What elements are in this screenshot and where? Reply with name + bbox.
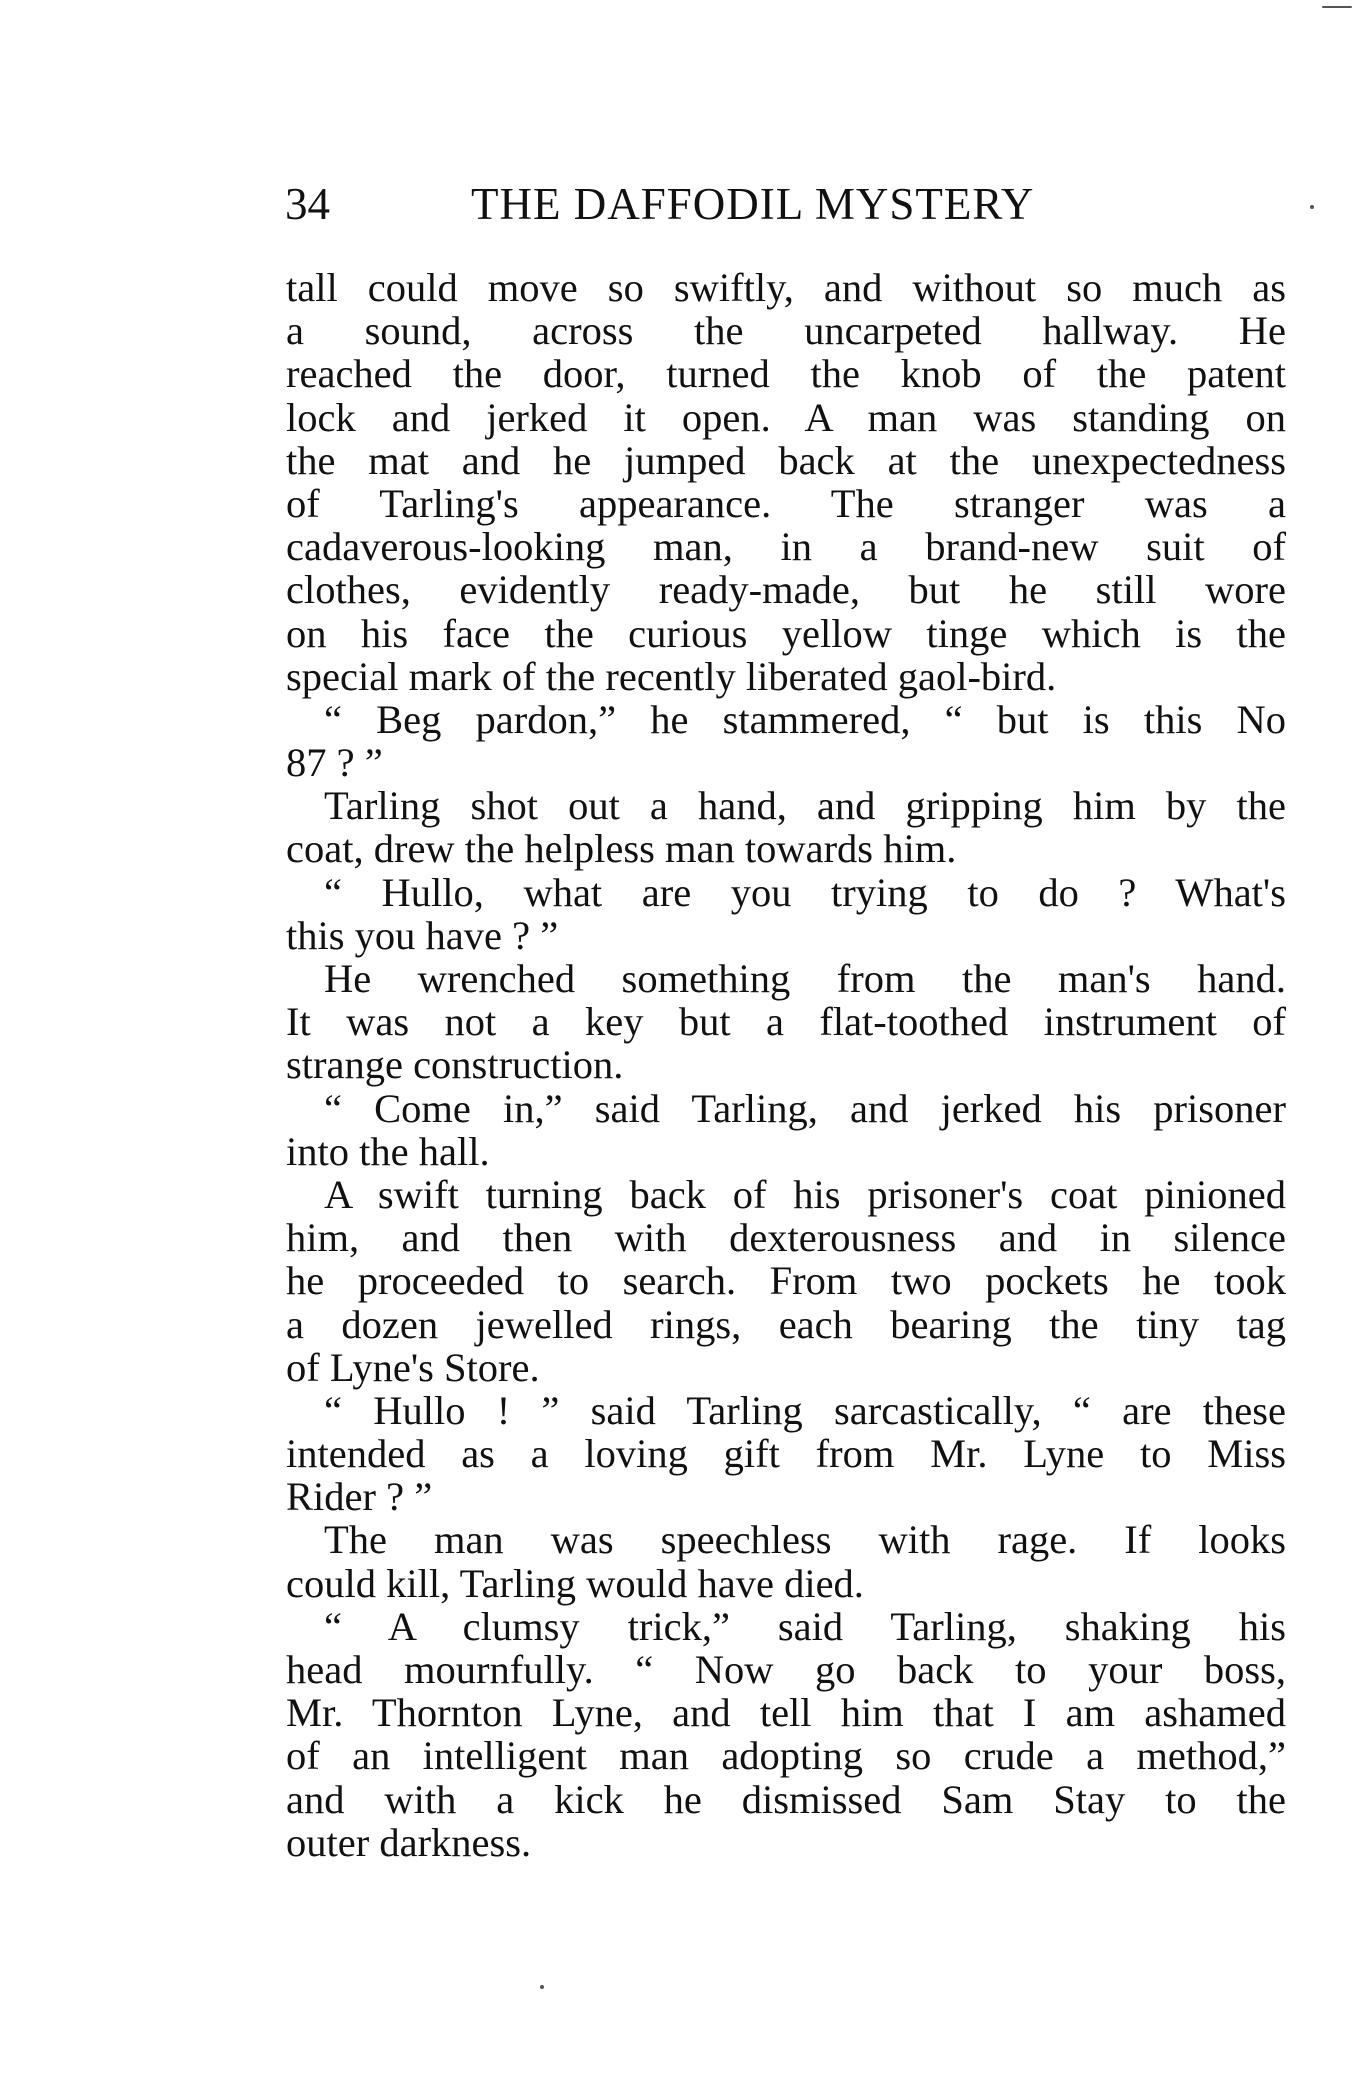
text-line: tall could move so swiftly, and without so much as [286, 265, 1286, 310]
text-line: outer darkness. [286, 1819, 532, 1865]
text-line: the mat and he jumped back at the unexpectedness [286, 437, 1286, 483]
paper-speck [540, 1985, 544, 1989]
text-line: 87 ? ” [286, 740, 383, 786]
text-line: special mark of the recently liberated gaol-bird. [286, 653, 1057, 699]
text-line: “ Beg pardon,” he stammered, “ but is this No [324, 696, 1286, 742]
text-line: Rider ? ” [286, 1474, 433, 1520]
text-line: Tarling shot out a hand, and gripping him by the [324, 783, 1286, 829]
body-text [286, 266, 1286, 1864]
text-line: a dozen jewelled rings, each bearing the tiny tag [286, 1301, 1286, 1347]
text-line: The man was speechless with rage. If looks [324, 1517, 1286, 1563]
text-line: He wrenched something from the man's hand. [324, 956, 1286, 1001]
text-line: A swift turning back of his prisoner's coat pinioned [324, 1171, 1286, 1217]
text-line: of Lyne's Store. [286, 1344, 540, 1390]
text-line: of an intelligent man adopting so crude a method,” [286, 1733, 1286, 1779]
text-line: he proceeded to search. From two pockets he took [286, 1258, 1286, 1304]
page-number: 34 [285, 179, 330, 229]
text-line: into the hall. [286, 1128, 490, 1174]
text-line: lock and jerked it open. A man was standing on [286, 394, 1286, 440]
paper-speck [1322, 6, 1352, 8]
text-line: reached the door, turned the knob of the patent [286, 351, 1286, 397]
text-line: coat, drew the helpless man towards him. [286, 826, 957, 872]
text-line: clothes, evidently ready-made, but he still wore [286, 567, 1286, 613]
text-line: intended as a loving gift from Mr. Lyne to Miss [286, 1431, 1286, 1477]
text-line: and with a kick he dismissed Sam Stay to the [286, 1776, 1286, 1822]
text-line: could kill, Tarling would have died. [286, 1560, 864, 1606]
text-line: head mournfully. “ Now go back to your boss, [286, 1647, 1286, 1692]
text-line: a sound, across the uncarpeted hallway. He [286, 308, 1286, 354]
text-line: “ Hullo ! ” said Tarling sarcastically, “ are these [324, 1387, 1286, 1433]
text-line: strange construction. [286, 1042, 624, 1088]
text-line: Mr. Thornton Lyne, and tell him that I am ashamed [286, 1690, 1286, 1736]
running-head [285, 176, 1285, 232]
text-line: of Tarling's appearance. The stranger was a [286, 480, 1286, 526]
text-line: this you have ? ” [286, 912, 559, 958]
text-line: “ Come in,” said Tarling, and jerked his prisoner [324, 1085, 1286, 1131]
text-line: “ Hullo, what are you trying to do ? What's [324, 869, 1286, 915]
text-line: him, and then with dexterousness and in silence [286, 1215, 1286, 1261]
text-line: “ A clumsy trick,” said Tarling, shaking his [324, 1603, 1286, 1649]
text-line: It was not a key but a flat-toothed instrument of [286, 999, 1286, 1045]
paper-speck [1310, 205, 1314, 209]
text-line: cadaverous-looking man, in a brand-new suit of [286, 524, 1286, 570]
book-title: THE DAFFODIL MYSTERY [471, 179, 1035, 229]
text-line: on his face the curious yellow tinge which is the [286, 610, 1286, 656]
